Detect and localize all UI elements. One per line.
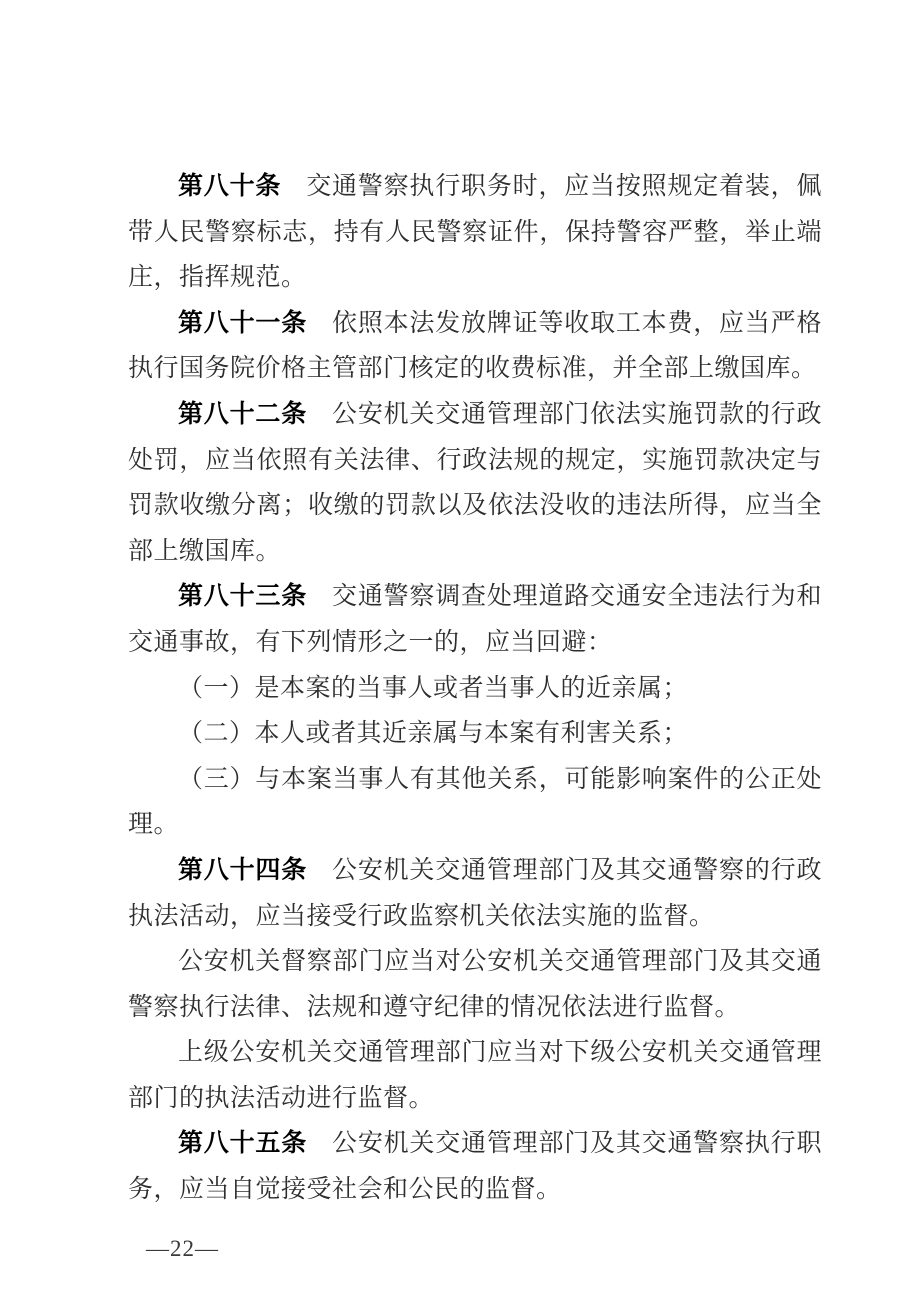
paragraph <box>128 1030 822 1121</box>
article-number: 第八十一条 <box>178 309 308 337</box>
paragraph <box>128 666 822 712</box>
paragraph-text: 公安机关交通管理部门依法实施罚款的行政处罚，应当依照有关法律、行政法规的规定，实施罚款决定与罚款收缴分离；收缴的罚款以及依法没收的违法所得，应当全部上缴国库。 <box>128 400 822 565</box>
paragraph-text: 依照本法发放牌证等收取工本费，应当严格执行国务院价格主管部门核定的收费标准，并全部上缴国库。 <box>128 309 822 383</box>
page-number: —22— <box>146 1236 219 1261</box>
article-paragraph <box>128 574 822 665</box>
paragraph-text: 公安机关交通管理部门及其交通警察的行政执法活动，应当接受行政监察机关依法实施的监督。 <box>128 856 822 930</box>
paragraph-text: 交通警察调查处理道路交通安全违法行为和交通事故，有下列情形之一的，应当回避： <box>128 583 822 656</box>
article-paragraph <box>128 848 822 939</box>
article-number: 第八十四条 <box>178 856 308 884</box>
article-paragraph <box>128 1121 822 1212</box>
paragraph-text: 交通警察执行职务时，应当按照规定着装，佩带人民警察标志，持有人民警察证件，保持警容严整，举止端庄，指挥规范。 <box>128 173 822 292</box>
paragraph-text: 公安机关督察部门应当对公安机关交通管理部门及其交通警察执行法律、法规和遵守纪律的情况依法进行监督。 <box>128 948 822 1021</box>
article-paragraph <box>128 164 822 301</box>
paragraph-text: 上级公安机关交通管理部门应当对下级公安机关交通管理部门的执法活动进行监督。 <box>128 1039 822 1112</box>
paragraph <box>128 939 822 1030</box>
paragraph <box>128 757 822 848</box>
paragraph-text: （三）与本案当事人有其他关系，可能影响案件的公正处理。 <box>128 765 822 839</box>
article-number: 第八十三条 <box>178 583 308 611</box>
paragraph <box>128 711 822 757</box>
article-number: 第八十二条 <box>178 400 308 428</box>
article-paragraph <box>128 392 822 574</box>
article-number: 第八十五条 <box>178 1130 308 1158</box>
paragraph-text: （二）本人或者其近亲属与本案有利害关系； <box>178 720 689 748</box>
article-number: 第八十条 <box>178 173 282 200</box>
document-body <box>128 164 822 1213</box>
article-paragraph <box>128 301 822 392</box>
paragraph-text: （一）是本案的当事人或者当事人的近亲属； <box>178 674 689 702</box>
paragraph-text: 公安机关交通管理部门及其交通警察执行职务，应当自觉接受社会和公民的监督。 <box>128 1130 822 1204</box>
